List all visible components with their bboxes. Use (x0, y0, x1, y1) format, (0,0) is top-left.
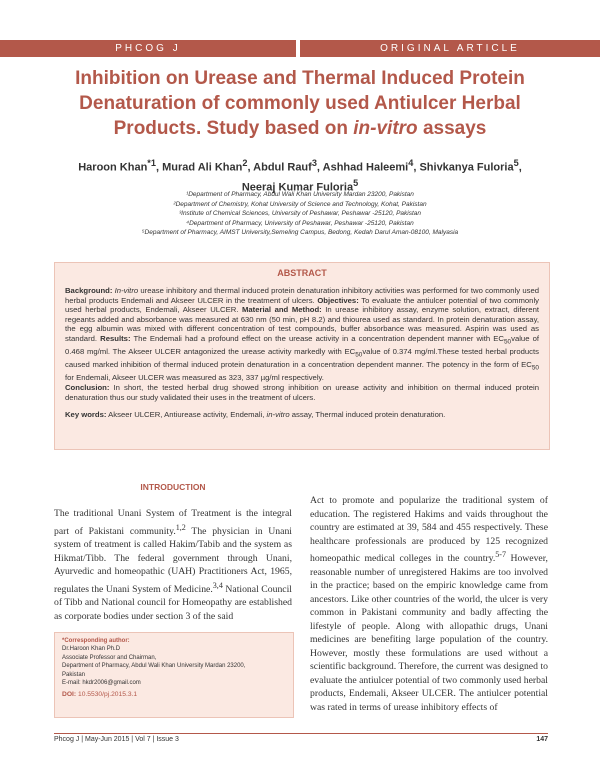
journal-name-banner: PHCOG J (0, 40, 296, 57)
affiliation: ⁵Department of Pharmacy, AIMST University,Semeling Campus, Bedong, Kedah Darul Aman-08100, Malyasia (141, 229, 459, 236)
author-name: Dr.Haroon Khan Ph.D (62, 646, 121, 653)
abstract-box (54, 262, 550, 450)
author-country: Pakistan (62, 671, 86, 678)
keywords: Key words: Akseer ULCER, Antiurease activity, Endemali, in-vitro assay, Thermal induced protein denaturation. (65, 410, 446, 420)
introduction-heading: INTRODUCTION (140, 482, 206, 492)
affiliations (40, 190, 560, 238)
section-banner: ORIGINAL ARTICLE (300, 40, 600, 57)
footer-divider (54, 733, 548, 734)
affiliation: ⁴Department of Pharmacy, University of Peshawar, Peshawar -25120, Pakistan (186, 219, 414, 227)
page-number: 147 (536, 736, 548, 743)
intro-right-column: Act to promote and popularize the traditional system of education. The registered Hakims and vaids throughout the country are estimated at 39, 584 and 455 respectively. These healthcare professionals are produced by 125 recognized homeopathic medical colleges in the country.$^{5-7}$ However, reasonable number of unregistered Hakims are too involved in the practice; based on the empiric knowledge came from ancestors. Like other countries of the world, the ulcer is very common in Pakistani community and badly affecting the lifestyle of people. Along with allopathic drugs, Unani medicines are benefiting large population of the country. However, mostly these formulations are used without a scientific background. Therefore, the current was designed to evaluate the antiulcer potential of two commonly used herbal products, Endemali, Akseer ULCER. The antiulcer potential was rated in terms of urease inhibitory effects of (310, 495, 548, 713)
author-role: Associate Professor and Chairman, (62, 654, 157, 661)
author-list: Haroon Khan$^{*1}$, Murad Ali Khan$^2$, Abdul Rauf$^3$, Ashhad Haleemi$^4$, Shivkanya Fuloria$^5$, Neeraj Kumar Fuloria$^5$ (78, 158, 522, 194)
affiliation: ³Institute of Chemical Sciences, University of Peshawar, Peshawar -25120, Pakistan (178, 210, 422, 217)
abstract-text: Background: In-vitro urease inhibitory and thermal induced protein denaturation inhibitory activities was performed for two commonly used herbal products Endemali and Akseer ULCER in the treatment of ulcers. Objectives: To evaluate the antiulcer potential of two commonly used herbal products, Endemali, Akseer ULCER. Material and Method: In urease inhibitory assay, enzyme solution, extract, diferent regeants added and absorbance was measured at 630 nm (50 min, pH 8.2) and thiourea used as standard. In protein denaturation assay, the egg albumin was mixed with different concentration of test compounds, buffer absorbance was measured. Aspirin was used as standard. Results: The Endemali had a profound effect on the urease activity in a concentration dependent manner with $EC_{50}value$ of 0.468 mg/ml. The Akseer ULCER antagonized the urease activity markedly with $EC_{50}value$ of 0.374 mg/ml.These tested herbal products caused marked inhibition of thermal induced protein denaturation in a concentration dependent manner. The potency in the form of $EC_{50}$ for Endemali, Akseer ULCER was measured as 323, 337 µg/ml respectively. Conclusion: In short, the tested herbal drug showed strong inhibition on urease activity and inhibition on thermal induced protein denaturation thus our study validated their uses in the treatment of ulcers. (65, 286, 540, 402)
article-title: Inhibition on Urease and Thermal Induced Protein Denaturation of commonly used Antiulcer Herbal Products. Study based on in-vitro assays (75, 68, 525, 139)
author-email[interactable]: E-mail: hkdr2006@gmail.com (62, 680, 141, 687)
correspondence-box (54, 632, 294, 718)
author-dept: Department of Pharmacy, Abdul Wali Khan University Mardan 23200, (62, 663, 246, 670)
affiliation: ²Department of Chemistry, Kohat University of Science and Technology, Kohat, Pakistan (173, 200, 427, 208)
abstract-heading: ABSTRACT (277, 268, 327, 278)
doi[interactable]: DOI: 10.5530/pj.2015.3.1 (62, 691, 138, 699)
footer-citation: Phcog J | May-Jun 2015 | Vol 7 | Issue 3 (54, 736, 179, 743)
intro-left-column: The traditional Unani System of Treatment is the integral part of Pakistani community.$^{1,2}$ The physician in Unani system of treatment is called Hakim/Tabib and the system as Hikmat/Tibb. The federal government through Unani, Ayurvedic and homeopathic (UAH) Practitioners Act, 1965, regulates the Unani System of Medicine.$^{3,4}$ National Council of Tibb and National council for Homeopathy are established as corporate bodies under section 3 of the said (54, 508, 292, 622)
affiliation: ¹Department of Pharmacy, Abdul Wali Khan University Mardan 23200, Pakistan (186, 191, 414, 198)
correspondence-heading: *Corresponding author: (62, 638, 130, 644)
